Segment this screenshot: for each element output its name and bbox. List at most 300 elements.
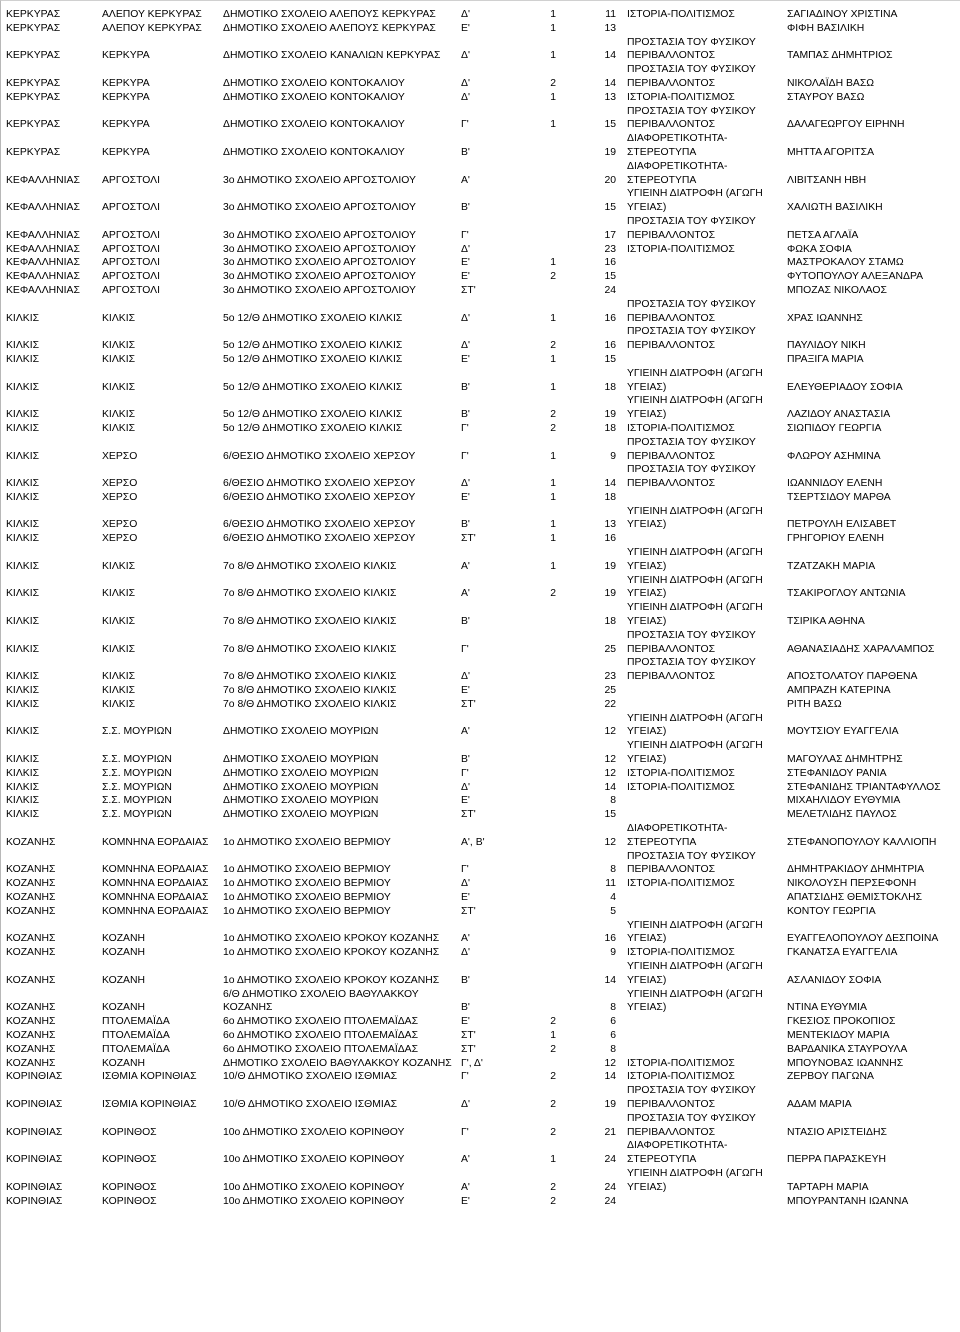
prefecture-cell: ΚΟΡΙΝΘΙΑΣ: [6, 1154, 63, 1166]
prefecture-cell: ΚΕΡΚΥΡΑΣ: [6, 50, 61, 62]
town-cell: ΚΕΡΚΥΡΑ: [102, 119, 150, 131]
section-cell: [537, 187, 562, 215]
grade-cell: Γ': [461, 229, 469, 241]
table-row: [1, 367, 960, 395]
prefecture-cell: ΚΙΛΚΙΣ: [6, 809, 39, 821]
topic-cell: ΥΓΙΕΙΝΗ ΔΙΑΤΡΟΦΗ (ΑΓΩΓΗ ΥΓΕΙΑΣ): [627, 960, 763, 986]
topic-cell: ΔΙΑΦΟΡΕΤΙΚΟΤΗΤΑ-ΣΤΕΡΕΟΤΥΠΑ: [627, 133, 728, 158]
table-row: [1, 712, 960, 740]
schools-table: [1, 8, 960, 1208]
students-cell: 19: [604, 146, 616, 158]
students-cell: 15: [604, 353, 616, 365]
town-cell: ΚΟΜΝΗΝΑ ΕΟΡΔΑΙΑΣ: [102, 878, 209, 890]
school-cell: 5ο 12/Θ ΔΗΜΟΤΙΚΟ ΣΧΟΛΕΙΟ ΚΙΛΚΙΣ: [223, 340, 403, 352]
town-cell: ΚΙΛΚΙΣ: [102, 671, 135, 683]
topic-cell: ΙΣΤΟΡΙΑ-ΠΟΛΙΤΙΣΜΟΣ: [627, 781, 735, 793]
school-cell: 5ο 12/Θ ΔΗΜΟΤΙΚΟ ΣΧΟΛΕΙΟ ΚΙΛΚΙΣ: [223, 381, 403, 393]
table-row: [1, 767, 960, 781]
students-cell: 13: [604, 91, 616, 103]
town-cell: ΧΕΡΣΟ: [102, 519, 138, 531]
section-cell: 1: [550, 353, 556, 365]
students-cell: 20: [604, 174, 616, 186]
table-row: [1, 91, 960, 105]
topic-cell: [622, 1195, 782, 1209]
town-cell: Σ.Σ. ΜΟΥΡΙΩΝ: [102, 767, 172, 779]
students-cell: 12: [604, 1057, 616, 1069]
town-cell: ΠΤΟΛΕΜΑΪΔΑ: [102, 1029, 170, 1041]
town-cell: ΚΙΛΚΙΣ: [102, 353, 135, 365]
school-cell: 1ο ΔΗΜΟΤΙΚΟ ΣΧΟΛΕΙΟ ΚΡΟΚΟΥ ΚΟΖΑΝΗΣ: [223, 947, 440, 959]
teacher-cell: ΤΣΙΡΙΚΑ ΑΘΗΝΑ: [787, 616, 865, 628]
teacher-cell: ΜΠΟΖΑΣ ΝΙΚΟΛΑΟΣ: [787, 284, 887, 296]
grade-cell: Ε': [461, 491, 470, 503]
table-row: [1, 946, 960, 960]
teacher-cell: ΜΠΟΥΡΑΝΤΑΝΗ ΙΩΑΝΝΑ: [787, 1195, 909, 1207]
topic-cell: ΥΓΙΕΙΝΗ ΔΙΑΤΡΟΦΗ (ΑΓΩΓΗ ΥΓΕΙΑΣ): [627, 188, 763, 214]
students-cell: 12: [604, 767, 616, 779]
teacher-cell: ΦΙΦΗ ΒΑΣΙΛΙΚΗ: [787, 22, 865, 34]
students-cell: 6: [610, 1016, 616, 1028]
table-row: [1, 850, 960, 878]
topic-cell: ΠΡΟΣΤΑΣΙΑ ΤΟΥ ΦΥΣΙΚΟΥ ΠΕΡΙΒΑΛΛΟΝΤΟΣ: [627, 326, 756, 352]
section-cell: 1: [550, 533, 556, 545]
grade-cell: Β': [461, 146, 470, 158]
school-cell: 7ο 8/Θ ΔΗΜΟΤΙΚΟ ΣΧΟΛΕΙΟ ΚΙΛΚΙΣ: [223, 588, 397, 600]
table-row: [1, 739, 960, 767]
school-cell: 10/Θ ΔΗΜΟΤΙΚΟ ΣΧΟΛΕΙΟ ΙΣΘΜΙΑΣ: [223, 1071, 398, 1083]
students-cell: 16: [604, 312, 616, 324]
students-cell: 19: [604, 588, 616, 600]
section-cell: 2: [550, 1098, 556, 1110]
topic-cell: ΠΡΟΣΤΑΣΙΑ ΤΟΥ ΦΥΣΙΚΟΥ ΠΕΡΙΒΑΛΛΟΝΤΟΣ: [627, 657, 756, 683]
students-cell: 19: [604, 1098, 616, 1110]
table-row: [1, 422, 960, 436]
table-row: [1, 256, 960, 270]
prefecture-cell: ΚΙΛΚΙΣ: [6, 340, 39, 352]
table-row: [1, 1167, 960, 1195]
town-cell: ΚΟΜΝΗΝΑ ΕΟΡΔΑΙΑΣ: [102, 905, 209, 917]
school-cell: 1ο ΔΗΜΟΤΙΚΟ ΣΧΟΛΕΙΟ ΒΕΡΜΙΟΥ: [223, 878, 391, 890]
topic-cell: ΠΡΟΣΤΑΣΙΑ ΤΟΥ ΦΥΣΙΚΟΥ ΠΕΡΙΒΑΛΛΟΝΤΟΣ: [627, 36, 756, 62]
grade-cell: Δ': [461, 312, 470, 324]
table-row: [1, 63, 960, 91]
school-cell: 7ο 8/Θ ΔΗΜΟΤΙΚΟ ΣΧΟΛΕΙΟ ΚΙΛΚΙΣ: [223, 643, 397, 655]
section-cell: 1: [550, 519, 556, 531]
topic-cell: [622, 698, 782, 712]
table-row: [1, 1029, 960, 1043]
town-cell: ΧΕΡΣΟ: [102, 450, 138, 462]
grade-cell: Α': [461, 588, 470, 600]
school-cell: 3ο ΔΗΜΟΤΙΚΟ ΣΧΟΛΕΙΟ ΑΡΓΟΣΤΟΛΙΟΥ: [223, 257, 416, 269]
table-row: [1, 1070, 960, 1084]
town-cell: ΑΡΓΟΣΤΟΛΙ: [102, 284, 160, 296]
prefecture-cell: ΚΟΡΙΝΘΙΑΣ: [6, 1181, 63, 1193]
prefecture-cell: ΚΙΛΚΙΣ: [6, 312, 39, 324]
students-cell: 22: [604, 698, 616, 710]
school-cell: 3ο ΔΗΜΟΤΙΚΟ ΣΧΟΛΕΙΟ ΑΡΓΟΣΤΟΛΙΟΥ: [223, 271, 416, 283]
teacher-cell: ΠΕΤΡΟΥΛΗ ΕΛΙΣΑΒΕΤ: [787, 519, 897, 531]
town-cell: ΚΙΛΚΙΣ: [102, 560, 135, 572]
school-cell: 6/ΘΕΣΙΟ ΔΗΜΟΤΙΚΟ ΣΧΟΛΕΙΟ ΧΕΡΣΟΥ: [223, 519, 416, 531]
teacher-cell: ΑΔΑΜ ΜΑΡΙΑ: [787, 1098, 852, 1110]
section-cell: [537, 243, 562, 257]
grade-cell: Ε': [461, 1016, 470, 1028]
prefecture-cell: ΚΟΖΑΝΗΣ: [6, 836, 56, 848]
prefecture-cell: ΚΕΦΑΛΛΗΝΙΑΣ: [6, 271, 80, 283]
topic-cell: [622, 1015, 782, 1029]
school-cell: 7ο 8/Θ ΔΗΜΟΤΙΚΟ ΣΧΟΛΕΙΟ ΚΙΛΚΙΣ: [223, 685, 397, 697]
prefecture-cell: ΚΟΖΑΝΗΣ: [6, 933, 56, 945]
school-cell: 10ο ΔΗΜΟΤΙΚΟ ΣΧΟΛΕΙΟ ΚΟΡΙΝΘΟΥ: [223, 1154, 405, 1166]
teacher-cell: ΣΤΕΦΑΝΟΠΟΥΛΟΥ ΚΑΛΛΙΟΠΗ: [787, 836, 937, 848]
topic-cell: ΠΡΟΣΤΑΣΙΑ ΤΟΥ ΦΥΣΙΚΟΥ ΠΕΡΙΒΑΛΛΟΝΤΟΣ: [627, 105, 756, 131]
prefecture-cell: ΚΙΛΚΙΣ: [6, 422, 39, 434]
table-row: [1, 325, 960, 353]
town-cell: ΑΡΓΟΣΤΟΛΙ: [102, 229, 160, 241]
teacher-cell: ΦΩΚΑ ΣΟΦΙΑ: [787, 243, 852, 255]
school-cell: ΔΗΜΟΤΙΚΟ ΣΧΟΛΕΙΟ ΜΟΥΡΙΩΝ: [223, 795, 379, 807]
town-cell: ΚΙΛΚΙΣ: [102, 381, 135, 393]
teacher-cell: ΤΑΜΠΑΣ ΔΗΜΗΤΡΙΟΣ: [787, 50, 893, 62]
prefecture-cell: ΚΕΦΑΛΛΗΝΙΑΣ: [6, 284, 80, 296]
section-cell: [537, 988, 562, 1016]
table-row: [1, 905, 960, 919]
school-cell: 10ο ΔΗΜΟΤΙΚΟ ΣΧΟΛΕΙΟ ΚΟΡΙΝΘΟΥ: [223, 1126, 405, 1138]
section-cell: [537, 781, 562, 795]
prefecture-cell: ΚΕΦΑΛΛΗΝΙΑΣ: [6, 229, 80, 241]
teacher-cell: ΛΑΖΙΔΟΥ ΑΝΑΣΤΑΣΙΑ: [787, 409, 891, 421]
grade-cell: Α': [461, 1181, 470, 1193]
school-cell: 7ο 8/Θ ΔΗΜΟΤΙΚΟ ΣΧΟΛΕΙΟ ΚΙΛΚΙΣ: [223, 560, 397, 572]
grade-cell: Β': [461, 381, 470, 393]
teacher-cell: ΠΕΤΣΑ ΑΓΛΑΪΑ: [787, 229, 859, 241]
prefecture-cell: ΚΙΛΚΙΣ: [6, 754, 39, 766]
grade-cell: Ε': [461, 22, 470, 34]
prefecture-cell: ΚΕΡΚΥΡΑΣ: [6, 146, 61, 158]
students-cell: 15: [604, 119, 616, 131]
teacher-cell: ΝΤΙΝΑ ΕΥΘΥΜΙΑ: [787, 1002, 867, 1014]
grade-cell: ΣΤ': [461, 1043, 476, 1055]
grade-cell: Δ': [461, 478, 470, 490]
students-cell: 8: [610, 1002, 616, 1014]
table-row: [1, 629, 960, 657]
teacher-cell: ΜΕΝΤΕΚΙΔΟΥ ΜΑΡΙΑ: [787, 1029, 890, 1041]
students-cell: 14: [604, 77, 616, 89]
topic-cell: ΥΓΙΕΙΝΗ ΔΙΑΤΡΟΦΗ (ΑΓΩΓΗ ΥΓΕΙΑΣ): [627, 740, 763, 766]
teacher-cell: ΒΑΡΔΑΝΙΚΑ ΣΤΑΥΡΟΥΛΑ: [787, 1043, 908, 1055]
grade-cell: Α', Β': [461, 836, 485, 848]
prefecture-cell: ΚΕΦΑΛΛΗΝΙΑΣ: [6, 257, 80, 269]
table-row: [1, 822, 960, 850]
students-cell: 14: [604, 478, 616, 490]
section-cell: 1: [550, 312, 556, 324]
section-cell: 1: [550, 22, 556, 34]
teacher-cell: ΑΘΑΝΑΣΙΑΔΗΣ ΧΑΡΑΛΑΜΠΟΣ: [787, 643, 935, 655]
grade-cell: Ε': [461, 892, 470, 903]
school-cell: 6/ΘΕΣΙΟ ΔΗΜΟΤΙΚΟ ΣΧΟΛΕΙΟ ΧΕΡΣΟΥ: [223, 533, 416, 545]
table-row: [1, 505, 960, 533]
town-cell: ΚΟΜΝΗΝΑ ΕΟΡΔΑΙΑΣ: [102, 892, 209, 903]
section-cell: 1: [550, 1154, 556, 1166]
grade-cell: Ε': [461, 795, 470, 807]
table-row: [1, 808, 960, 822]
grade-cell: Δ': [461, 50, 470, 62]
school-cell: 6ο ΔΗΜΟΤΙΚΟ ΣΧΟΛΕΙΟ ΠΤΟΛΕΜΑΪΔΑΣ: [223, 1029, 419, 1041]
prefecture-cell: ΚΟΖΑΝΗΣ: [6, 1043, 56, 1055]
teacher-cell: ΣΑΓΙΑΔΙΝΟΥ ΧΡΙΣΤΙΝΑ: [787, 9, 898, 20]
students-cell: 4: [610, 892, 616, 903]
teacher-cell: ΔΗΜΗΤΡΑΚΙΔΟΥ ΔΗΜΗΤΡΙΑ: [787, 864, 925, 876]
topic-cell: ΙΣΤΟΡΙΑ-ΠΟΛΙΤΙΣΜΟΣ: [627, 767, 735, 779]
school-cell: 6/ΘΕΣΙΟ ΔΗΜΟΤΙΚΟ ΣΧΟΛΕΙΟ ΧΕΡΣΟΥ: [223, 491, 416, 503]
prefecture-cell: ΚΕΡΚΥΡΑΣ: [6, 91, 61, 103]
topic-cell: ΠΡΟΣΤΑΣΙΑ ΤΟΥ ΦΥΣΙΚΟΥ ΠΕΡΙΒΑΛΛΟΝΤΟΣ: [627, 629, 756, 655]
topic-cell: ΠΡΟΣΤΑΣΙΑ ΤΟΥ ΦΥΣΙΚΟΥ ΠΕΡΙΒΑΛΛΟΝΤΟΣ: [627, 215, 756, 241]
table-row: [1, 243, 960, 257]
town-cell: ΚΙΛΚΙΣ: [102, 422, 135, 434]
grade-cell: Α': [461, 1154, 470, 1166]
school-cell: 10/Θ ΔΗΜΟΤΙΚΟ ΣΧΟΛΕΙΟ ΙΣΘΜΙΑΣ: [223, 1098, 398, 1110]
town-cell: ΑΛΕΠΟΥ ΚΕΡΚΥΡΑΣ: [102, 9, 202, 20]
town-cell: ΚΟΖΑΝΗ: [102, 947, 145, 959]
table-row: [1, 36, 960, 64]
grade-cell: Γ': [461, 119, 469, 131]
school-cell: ΔΗΜΟΤΙΚΟ ΣΧΟΛΕΙΟ ΜΟΥΡΙΩΝ: [223, 754, 379, 766]
school-cell: 5ο 12/Θ ΔΗΜΟΤΙΚΟ ΣΧΟΛΕΙΟ ΚΙΛΚΙΣ: [223, 422, 403, 434]
grade-cell: ΣΤ': [461, 809, 476, 821]
topic-cell: [622, 256, 782, 270]
town-cell: Σ.Σ. ΜΟΥΡΙΩΝ: [102, 809, 172, 821]
topic-cell: [622, 684, 782, 698]
school-cell: 7ο 8/Θ ΔΗΜΟΤΙΚΟ ΣΧΟΛΕΙΟ ΚΙΛΚΙΣ: [223, 616, 397, 628]
grade-cell: ΣΤ': [461, 1029, 476, 1041]
grade-cell: Ε': [461, 685, 470, 697]
teacher-cell: ΜΠΟΥΝΟΒΑΣ ΙΩΑΝΝΗΣ: [787, 1057, 904, 1069]
section-cell: 2: [550, 271, 556, 283]
town-cell: ΚΙΛΚΙΣ: [102, 340, 135, 352]
teacher-cell: ΣΤΕΦΑΝΙΔΗΣ ΤΡΙΑΝΤΑΦΥΛΛΟΣ: [787, 781, 941, 793]
topic-cell: [622, 1029, 782, 1043]
section-cell: [537, 946, 562, 960]
teacher-cell: ΣΤΑΥΡΟΥ ΒΑΣΩ: [787, 91, 865, 103]
section-cell: 2: [550, 588, 556, 600]
grade-cell: Δ': [461, 1098, 470, 1110]
prefecture-cell: ΚΕΡΚΥΡΑΣ: [6, 9, 61, 20]
prefecture-cell: ΚΙΛΚΙΣ: [6, 409, 39, 421]
section-cell: [537, 822, 562, 850]
teacher-cell: ΧΡΑΣ ΙΩΑΝΝΗΣ: [787, 312, 863, 324]
topic-cell: ΥΓΙΕΙΝΗ ΔΙΑΤΡΟΦΗ (ΑΓΩΓΗ ΥΓΕΙΑΣ): [627, 919, 763, 945]
town-cell: ΚΟΖΑΝΗ: [102, 933, 145, 945]
section-cell: [537, 739, 562, 767]
students-cell: 13: [604, 519, 616, 531]
grade-cell: Β': [461, 519, 470, 531]
section-cell: [537, 215, 562, 243]
topic-cell: ΥΓΙΕΙΝΗ ΔΙΑΤΡΟΦΗ (ΑΓΩΓΗ ΥΓΕΙΑΣ): [627, 712, 763, 738]
section-cell: 1: [550, 257, 556, 269]
students-cell: 9: [610, 947, 616, 959]
grade-cell: ΣΤ': [461, 905, 476, 917]
topic-cell: ΙΣΤΟΡΙΑ-ΠΟΛΙΤΙΣΜΟΣ: [627, 9, 735, 20]
teacher-cell: ΜΕΛΕΤΛΙΔΗΣ ΠΑΥΛΟΣ: [787, 809, 897, 821]
teacher-cell: ΜΗΤΤΑ ΑΓΟΡΙΤΣΑ: [787, 146, 875, 158]
school-cell: 3ο ΔΗΜΟΤΙΚΟ ΣΧΟΛΕΙΟ ΑΡΓΟΣΤΟΛΙΟΥ: [223, 229, 416, 241]
section-cell: [537, 919, 562, 947]
table-row: [1, 187, 960, 215]
town-cell: ΚΟΖΑΝΗ: [102, 1002, 145, 1014]
grade-cell: Β': [461, 1002, 470, 1014]
topic-cell: ΔΙΑΦΟΡΕΤΙΚΟΤΗΤΑ-ΣΤΕΡΕΟΤΥΠΑ: [627, 160, 728, 186]
topic-cell: [622, 532, 782, 546]
prefecture-cell: ΚΟΖΑΝΗΣ: [6, 1057, 56, 1069]
town-cell: ΚΙΛΚΙΣ: [102, 409, 135, 421]
grade-cell: Β': [461, 754, 470, 766]
prefecture-cell: ΚΕΦΑΛΛΗΝΙΑΣ: [6, 202, 80, 214]
section-cell: [537, 808, 562, 822]
table-row: [1, 781, 960, 795]
school-cell: ΔΗΜΟΤΙΚΟ ΣΧΟΛΕΙΟ ΚΟΝΤΟΚΑΛΙΟΥ: [223, 146, 405, 158]
town-cell: ΚΙΛΚΙΣ: [102, 616, 135, 628]
prefecture-cell: ΚΟΖΑΝΗΣ: [6, 947, 56, 959]
school-cell: 5ο 12/Θ ΔΗΜΟΤΙΚΟ ΣΧΟΛΕΙΟ ΚΙΛΚΙΣ: [223, 409, 403, 421]
teacher-cell: ΜΙΧΑΗΛΙΔΟΥ ΕΥΘΥΜΙΑ: [787, 795, 901, 807]
grade-cell: Δ': [461, 947, 470, 959]
table-row: [1, 1139, 960, 1167]
topic-cell: ΔΙΑΦΟΡΕΤΙΚΟΤΗΤΑ-ΣΤΕΡΕΟΤΥΠΑ: [627, 1140, 728, 1166]
town-cell: ΑΛΕΠΟΥ ΚΕΡΚΥΡΑΣ: [102, 22, 202, 34]
topic-cell: ΥΓΙΕΙΝΗ ΔΙΑΤΡΟΦΗ (ΑΓΩΓΗ ΥΓΕΙΑΣ): [627, 988, 763, 1014]
grade-cell: Γ': [461, 1071, 469, 1083]
topic-cell: ΙΣΤΟΡΙΑ-ΠΟΛΙΤΙΣΜΟΣ: [627, 243, 735, 255]
topic-cell: ΥΓΙΕΙΝΗ ΔΙΑΤΡΟΦΗ (ΑΓΩΓΗ ΥΓΕΙΑΣ): [627, 547, 763, 572]
table-row: [1, 1195, 960, 1209]
prefecture-cell: ΚΙΛΚΙΣ: [6, 353, 39, 365]
students-cell: 16: [604, 933, 616, 945]
prefecture-cell: ΚΟΖΑΝΗΣ: [6, 905, 56, 917]
table-row: [1, 1057, 960, 1071]
town-cell: ΙΣΘΜΙΑ ΚΟΡΙΝΘΙΑΣ: [102, 1098, 197, 1110]
topic-cell: ΠΡΟΣΤΑΣΙΑ ΤΟΥ ΦΥΣΙΚΟΥ ΠΕΡΙΒΑΛΛΟΝΤΟΣ: [627, 850, 756, 876]
topic-cell: [622, 905, 782, 919]
town-cell: ΚΙΛΚΙΣ: [102, 685, 135, 697]
school-cell: ΔΗΜΟΤΙΚΟ ΣΧΟΛΕΙΟ ΒΑΘΥΛΑΚΚΟΥ ΚΟΖΑΝΗΣ: [223, 1057, 452, 1069]
topic-cell: ΠΡΟΣΤΑΣΙΑ ΤΟΥ ΦΥΣΙΚΟΥ ΠΕΡΙΒΑΛΛΟΝΤΟΣ: [627, 64, 756, 89]
section-cell: [537, 1057, 562, 1071]
prefecture-cell: ΚΙΛΚΙΣ: [6, 698, 39, 710]
town-cell: ΑΡΓΟΣΤΟΛΙ: [102, 174, 160, 186]
students-cell: 16: [604, 533, 616, 545]
topic-cell: ΠΡΟΣΤΑΣΙΑ ΤΟΥ ΦΥΣΙΚΟΥ ΠΕΡΙΒΑΛΛΟΝΤΟΣ: [627, 464, 756, 490]
teacher-cell: ΤΑΡΤΑΡΗ ΜΑΡΙΑ: [787, 1181, 869, 1193]
school-cell: ΔΗΜΟΤΙΚΟ ΣΧΟΛΕΙΟ ΜΟΥΡΙΩΝ: [223, 726, 379, 738]
topic-cell: ΥΓΙΕΙΝΗ ΔΙΑΤΡΟΦΗ (ΑΓΩΓΗ ΥΓΕΙΑΣ): [627, 574, 763, 600]
students-cell: 19: [604, 409, 616, 421]
table-row: [1, 574, 960, 602]
town-cell: ΚΙΛΚΙΣ: [102, 643, 135, 655]
table-row: [1, 394, 960, 422]
students-cell: 23: [604, 671, 616, 683]
students-cell: 14: [604, 1071, 616, 1083]
school-cell: ΔΗΜΟΤΙΚΟ ΣΧΟΛΕΙΟ ΚΟΝΤΟΚΑΛΙΟΥ: [223, 77, 405, 89]
grade-cell: Δ': [461, 243, 470, 255]
town-cell: Σ.Σ. ΜΟΥΡΙΩΝ: [102, 781, 172, 793]
table-row: [1, 8, 960, 22]
teacher-cell: ΚΟΝΤΟΥ ΓΕΩΡΓΙΑ: [787, 905, 876, 917]
topic-cell: [622, 891, 782, 905]
topic-cell: ΙΣΤΟΡΙΑ-ΠΟΛΙΤΙΣΜΟΣ: [627, 1057, 735, 1069]
topic-cell: ΠΡΟΣΤΑΣΙΑ ΤΟΥ ΦΥΣΙΚΟΥ ΠΕΡΙΒΑΛΛΟΝΤΟΣ: [627, 1085, 756, 1110]
table-row: [1, 105, 960, 133]
teacher-cell: ΓΚΕΣΙΟΣ ΠΡΟΚΟΠΙΟΣ: [787, 1016, 896, 1028]
section-cell: [537, 160, 562, 188]
teacher-cell: ΑΜΠΡΑΖΗ ΚΑΤΕΡΙΝΑ: [787, 685, 891, 697]
school-cell: 1ο ΔΗΜΟΤΙΚΟ ΣΧΟΛΕΙΟ ΚΡΟΚΟΥ ΚΟΖΑΝΗΣ: [223, 974, 440, 986]
students-cell: 18: [604, 381, 616, 393]
table-body: [1, 8, 960, 1208]
students-cell: 15: [604, 809, 616, 821]
students-cell: 11: [605, 878, 616, 890]
topic-cell: ΠΡΟΣΤΑΣΙΑ ΤΟΥ ΦΥΣΙΚΟΥ ΠΕΡΙΒΑΛΛΟΝΤΟΣ: [627, 436, 756, 462]
school-cell: ΔΗΜΟΤΙΚΟ ΣΧΟΛΕΙΟ ΚΑΝΑΛΙΩΝ ΚΕΡΚΥΡΑΣ: [223, 50, 441, 62]
town-cell: ΚΙΛΚΙΣ: [102, 698, 135, 710]
topic-cell: [622, 491, 782, 505]
school-cell: 5ο 12/Θ ΔΗΜΟΤΙΚΟ ΣΧΟΛΕΙΟ ΚΙΛΚΙΣ: [223, 353, 403, 365]
town-cell: ΚΙΛΚΙΣ: [102, 312, 135, 324]
section-cell: 2: [550, 1016, 556, 1028]
section-cell: [537, 850, 562, 878]
section-cell: 2: [550, 1043, 556, 1055]
town-cell: ΑΡΓΟΣΤΟΛΙ: [102, 243, 160, 255]
students-cell: 16: [604, 340, 616, 352]
grade-cell: Ε': [461, 353, 470, 365]
students-cell: 8: [610, 864, 616, 876]
students-cell: 15: [604, 202, 616, 214]
town-cell: Σ.Σ. ΜΟΥΡΙΩΝ: [102, 754, 172, 766]
school-cell: ΔΗΜΟΤΙΚΟ ΣΧΟΛΕΙΟ ΚΟΝΤΟΚΑΛΙΟΥ: [223, 91, 405, 103]
grade-cell: ΣΤ': [461, 284, 476, 296]
section-cell: 1: [550, 9, 556, 20]
teacher-cell: ΤΣΑΚΙΡΟΓΛΟΥ ΑΝΤΩΝΙΑ: [787, 588, 906, 600]
prefecture-cell: ΚΙΛΚΙΣ: [6, 795, 39, 807]
table-row: [1, 491, 960, 505]
town-cell: ΚΕΡΚΥΡΑ: [102, 50, 150, 62]
school-cell: ΔΗΜΟΤΙΚΟ ΣΧΟΛΕΙΟ ΑΛΕΠΟΥΣ ΚΕΡΚΥΡΑΣ: [223, 22, 436, 34]
teacher-cell: ΔΑΛΑΓΕΩΡΓΟΥ ΕΙΡΗΝΗ: [787, 119, 905, 131]
table-row: [1, 1043, 960, 1057]
town-cell: Σ.Σ. ΜΟΥΡΙΩΝ: [102, 726, 172, 738]
prefecture-cell: ΚΙΛΚΙΣ: [6, 767, 39, 779]
table-row: [1, 284, 960, 298]
section-cell: 2: [550, 340, 556, 352]
section-cell: [537, 656, 562, 684]
table-row: [1, 1084, 960, 1112]
prefecture-cell: ΚΟΖΑΝΗΣ: [6, 892, 56, 903]
topic-cell: [622, 808, 782, 822]
students-cell: 12: [604, 726, 616, 738]
school-cell: 10ο ΔΗΜΟΤΙΚΟ ΣΧΟΛΕΙΟ ΚΟΡΙΝΘΟΥ: [223, 1195, 405, 1207]
town-cell: ΚΟΡΙΝΘΟΣ: [102, 1126, 157, 1138]
prefecture-cell: ΚΟΖΑΝΗΣ: [6, 974, 56, 986]
prefecture-cell: ΚΙΛΚΙΣ: [6, 519, 39, 531]
section-cell: 1: [550, 1029, 556, 1041]
section-cell: [537, 891, 562, 905]
section-cell: 2: [550, 77, 556, 89]
town-cell: ΚΟΡΙΝΘΟΣ: [102, 1181, 157, 1193]
prefecture-cell: ΚΙΛΚΙΣ: [6, 533, 39, 545]
section-cell: 2: [550, 1126, 556, 1138]
grade-cell: ΣΤ': [461, 533, 476, 545]
topic-cell: [622, 284, 782, 298]
